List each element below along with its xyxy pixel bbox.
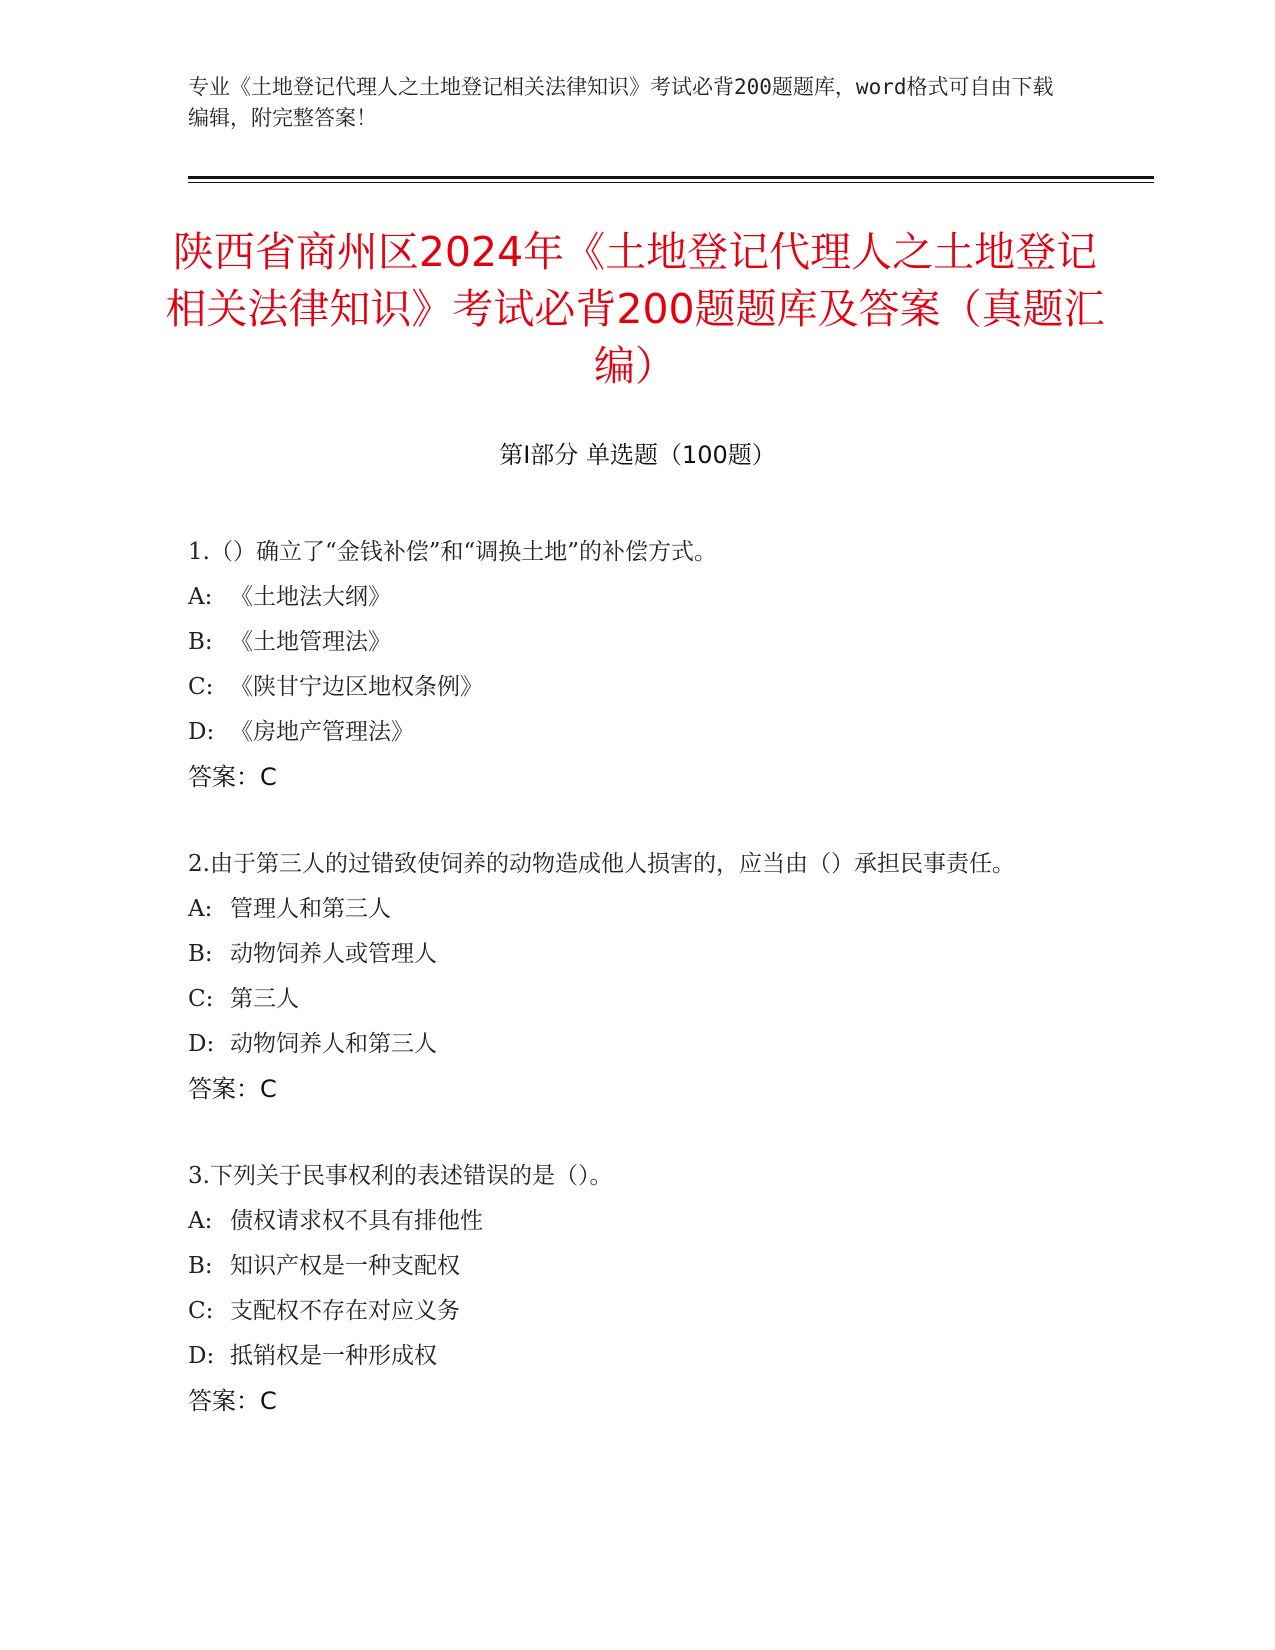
option-text: 第三人 — [230, 986, 299, 1012]
option-text: 管理人和第三人 — [230, 896, 391, 922]
option-letter: D: — [188, 1343, 215, 1369]
header-rule-thick — [188, 176, 1154, 179]
question-stem: 2.由于第三人的过错致使饲养的动物造成他人损害的，应当由（）承担民事责任。 — [188, 851, 1015, 877]
option-letter: A: — [188, 584, 213, 610]
option-text: 《土地管理法》 — [230, 629, 391, 655]
option-letter: B: — [188, 941, 213, 967]
answer-line: 答案：C — [188, 1387, 277, 1415]
option-text: 债权请求权不具有排他性 — [230, 1208, 483, 1234]
option-text: 知识产权是一种支配权 — [230, 1253, 460, 1279]
header-note: 专业《土地登记代理人之土地登记相关法律知识》考试必背200题题库，word格式可自由下载编辑，附完整答案！ — [188, 75, 1054, 130]
option-text: 《房地产管理法》 — [230, 719, 414, 745]
option-d — [188, 710, 1068, 755]
option-letter: C: — [188, 986, 214, 1012]
question-2 — [188, 842, 1068, 1112]
option-b — [188, 932, 1068, 977]
option-text: 动物饲养人或管理人 — [230, 941, 437, 967]
question-stem: 3.下列关于民事权利的表述错误的是（）。 — [188, 1163, 613, 1189]
option-text: 抵销权是一种形成权 — [230, 1343, 437, 1369]
question-list — [188, 530, 1068, 1466]
option-c — [188, 1289, 1068, 1334]
option-letter: C: — [188, 1298, 214, 1324]
option-b — [188, 620, 1068, 665]
option-a — [188, 887, 1068, 932]
question-3 — [188, 1154, 1068, 1424]
option-d — [188, 1022, 1068, 1067]
option-letter: C: — [188, 674, 214, 700]
document-title: 陕西省商州区2024年《土地登记代理人之土地登记相关法律知识》考试必背200题题库及答案（真题汇编） — [165, 228, 1105, 390]
answer-line: 答案：C — [188, 763, 277, 791]
option-text: 《陕甘宁边区地权条例》 — [230, 674, 483, 700]
option-letter: D: — [188, 719, 215, 745]
option-letter: B: — [188, 1253, 213, 1279]
option-letter: A: — [188, 1208, 213, 1234]
option-letter: B: — [188, 629, 213, 655]
option-text: 动物饲养人和第三人 — [230, 1031, 437, 1057]
option-text: 支配权不存在对应义务 — [230, 1298, 460, 1324]
question-1 — [188, 530, 1068, 800]
section-heading: 第Ⅰ部分 单选题（100题） — [499, 441, 776, 469]
option-letter: A: — [188, 896, 213, 922]
question-stem: 1.（）确立了“金钱补偿”和“调换土地”的补偿方式。 — [188, 539, 717, 565]
option-c — [188, 977, 1068, 1022]
option-a — [188, 575, 1068, 620]
option-a — [188, 1199, 1068, 1244]
answer-line: 答案：C — [188, 1075, 277, 1103]
option-c — [188, 665, 1068, 710]
option-b — [188, 1244, 1068, 1289]
option-d — [188, 1334, 1068, 1379]
option-text: 《土地法大纲》 — [230, 584, 391, 610]
option-letter: D: — [188, 1031, 215, 1057]
header-rule-thin — [188, 182, 1154, 183]
